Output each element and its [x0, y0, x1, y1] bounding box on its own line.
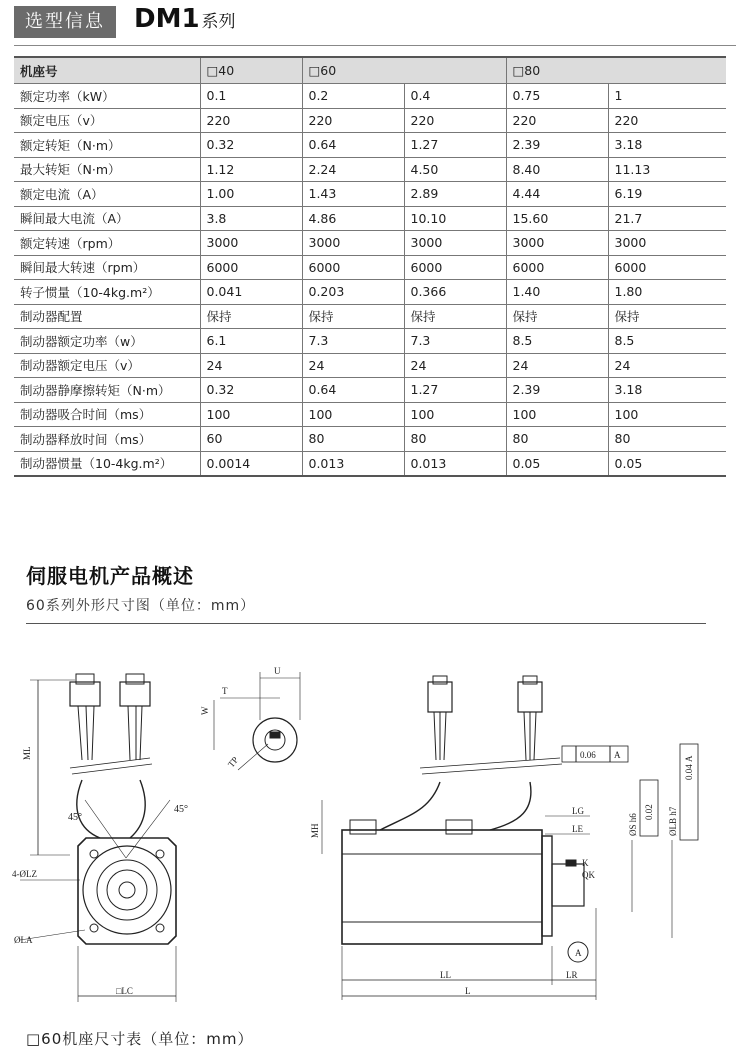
table-cell: 0.041 [200, 280, 302, 305]
label-u: U [274, 666, 281, 676]
table-cell: 60 [200, 427, 302, 452]
table-cell: 3.18 [608, 133, 726, 158]
table-cell: 21.7 [608, 206, 726, 231]
label-qk: QK [582, 870, 595, 880]
table-cell: 0.1 [200, 84, 302, 109]
table-row [14, 378, 726, 403]
table-cell: 6000 [506, 255, 608, 280]
table-cell: 3000 [506, 231, 608, 256]
label-ml: ML [22, 746, 32, 760]
series-suffix: 系列 [201, 12, 236, 32]
row-label: 制动器额定电压（v） [14, 353, 200, 378]
table-cell: 6000 [608, 255, 726, 280]
table-row [14, 182, 726, 207]
table-cell: 6000 [200, 255, 302, 280]
footer-caption: □60机座尺寸表（单位：mm） [26, 1030, 254, 1048]
table-cell: 0.2 [302, 84, 404, 109]
label-tol-2: 0.02 [644, 804, 654, 820]
table-cell: 0.366 [404, 280, 506, 305]
table-cell: 6000 [302, 255, 404, 280]
table-row [14, 231, 726, 256]
table-cell: 2.24 [302, 157, 404, 182]
row-label: 制动器释放时间（ms） [14, 427, 200, 452]
table-cell: 2.39 [506, 133, 608, 158]
front-view [12, 674, 188, 1002]
row-label: 额定电流（A） [14, 182, 200, 207]
row-label: 瞬间最大电流（A） [14, 206, 200, 231]
table-cell: 100 [608, 402, 726, 427]
section-subtitle: 60系列外形尺寸图（单位：mm） [26, 598, 256, 614]
row-label: 制动器吸合时间（ms） [14, 402, 200, 427]
label-lr: LR [566, 970, 578, 980]
table-cell: 8.40 [506, 157, 608, 182]
table-cell: 220 [200, 108, 302, 133]
label-tp: TP [225, 754, 241, 770]
label-lb: ØLB h7 [668, 806, 678, 836]
table-cell: 6.19 [608, 182, 726, 207]
table-cell: 4.50 [404, 157, 506, 182]
label-lg: LG [572, 806, 584, 816]
table-row [14, 329, 726, 354]
table-row [14, 451, 726, 476]
header-cell [404, 57, 506, 84]
table-cell: 80 [608, 427, 726, 452]
table-cell: 保持 [506, 304, 608, 329]
row-label: 额定转矩（N·m） [14, 133, 200, 158]
table-row [14, 84, 726, 109]
table-cell: 220 [404, 108, 506, 133]
table-cell: 24 [608, 353, 726, 378]
row-label: 制动器惯量（10-4kg.m²） [14, 451, 200, 476]
table-cell: 8.5 [608, 329, 726, 354]
table-cell: 0.05 [506, 451, 608, 476]
table-cell: 6000 [404, 255, 506, 280]
table-cell: 4.44 [506, 182, 608, 207]
table-cell: 0.0014 [200, 451, 302, 476]
table-cell: 3000 [404, 231, 506, 256]
table-cell: 1.80 [608, 280, 726, 305]
label-la: ØLA [14, 935, 33, 945]
table-row [14, 133, 726, 158]
table-cell: 24 [200, 353, 302, 378]
dimension-drawing [0, 640, 750, 1025]
table-cell: 0.4 [404, 84, 506, 109]
table-cell: 0.32 [200, 378, 302, 403]
table-cell: 0.64 [302, 133, 404, 158]
table-cell: 3000 [200, 231, 302, 256]
table-row [14, 427, 726, 452]
table-cell: 0.05 [608, 451, 726, 476]
table-cell: 6.1 [200, 329, 302, 354]
table-cell: 24 [506, 353, 608, 378]
table-cell: 100 [404, 402, 506, 427]
table-cell: 80 [302, 427, 404, 452]
header-cell: □60 [302, 57, 404, 84]
table-header-row [14, 57, 726, 84]
table-cell: 220 [302, 108, 404, 133]
label-k: K [582, 858, 589, 868]
table-cell: 2.39 [506, 378, 608, 403]
row-label: 制动器配置 [14, 304, 200, 329]
table-cell: 10.10 [404, 206, 506, 231]
table-cell: 80 [506, 427, 608, 452]
label-mh: MH [310, 823, 320, 838]
table-cell: 24 [302, 353, 404, 378]
table-row [14, 255, 726, 280]
table-cell: 保持 [200, 304, 302, 329]
series-name: DM1 [134, 4, 200, 34]
table-cell: 0.013 [302, 451, 404, 476]
table-cell: 0.32 [200, 133, 302, 158]
table-cell: 1.00 [200, 182, 302, 207]
table-cell: 1.27 [404, 133, 506, 158]
section-tag: 选型信息 [14, 6, 116, 38]
header-cell: □80 [506, 57, 608, 84]
table-cell: 220 [506, 108, 608, 133]
label-tol-1: 0.06 [580, 750, 596, 760]
label-ll: LL [440, 970, 451, 980]
label-angle-2: 45° [174, 804, 188, 815]
label-angle-1: 45° [68, 812, 82, 823]
table-cell: 100 [506, 402, 608, 427]
series-title [134, 4, 236, 34]
table-cell: 220 [608, 108, 726, 133]
table-cell: 1.40 [506, 280, 608, 305]
label-lc: □LC [116, 986, 133, 996]
label-w: W [200, 706, 210, 715]
label-s: ØS h6 [628, 813, 638, 836]
label-tol-3: 0.04 [684, 764, 694, 780]
table-row [14, 157, 726, 182]
header-divider [14, 45, 736, 46]
table-cell: 7.3 [404, 329, 506, 354]
row-label: 额定功率（kW） [14, 84, 200, 109]
table-cell: 100 [200, 402, 302, 427]
row-label: 转子惯量（10-4kg.m²） [14, 280, 200, 305]
table-row [14, 280, 726, 305]
table-row [14, 108, 726, 133]
table-cell: 0.203 [302, 280, 404, 305]
table-cell: 8.5 [506, 329, 608, 354]
table-cell: 4.86 [302, 206, 404, 231]
label-datum-2: A [684, 755, 694, 762]
table-cell: 3.18 [608, 378, 726, 403]
spec-table [14, 56, 726, 477]
table-cell: 3.8 [200, 206, 302, 231]
table-cell: 80 [404, 427, 506, 452]
row-label: 瞬间最大转速（rpm） [14, 255, 200, 280]
table-cell: 0.013 [404, 451, 506, 476]
row-label: 制动器额定功率（w） [14, 329, 200, 354]
label-lz: 4-ØLZ [12, 869, 37, 879]
label-t: T [222, 686, 228, 696]
table-cell: 100 [302, 402, 404, 427]
row-label: 额定转速（rpm） [14, 231, 200, 256]
table-cell: 0.64 [302, 378, 404, 403]
table-row [14, 402, 726, 427]
table-cell: 7.3 [302, 329, 404, 354]
header-cell: 机座号 [14, 57, 200, 84]
label-datum-3: A [575, 948, 582, 958]
table-cell: 3000 [302, 231, 404, 256]
table-cell: 保持 [404, 304, 506, 329]
row-label: 最大转矩（N·m） [14, 157, 200, 182]
table-cell: 24 [404, 353, 506, 378]
table-cell: 3000 [608, 231, 726, 256]
table-cell: 11.13 [608, 157, 726, 182]
table-cell: 保持 [608, 304, 726, 329]
table-cell: 2.89 [404, 182, 506, 207]
table-cell: 保持 [302, 304, 404, 329]
section-header [14, 6, 736, 40]
table-cell: 15.60 [506, 206, 608, 231]
table-cell: 0.75 [506, 84, 608, 109]
label-le: LE [572, 824, 583, 834]
row-label: 制动器静摩擦转矩（N·m） [14, 378, 200, 403]
header-cell [608, 57, 726, 84]
section-divider [26, 623, 706, 624]
table-row [14, 304, 726, 329]
table-row [14, 353, 726, 378]
header-cell: □40 [200, 57, 302, 84]
table-cell: 1 [608, 84, 726, 109]
table-cell: 1.12 [200, 157, 302, 182]
label-l: L [465, 986, 471, 996]
table-row [14, 206, 726, 231]
table-cell: 1.27 [404, 378, 506, 403]
shaft-detail [200, 666, 300, 770]
section-title: 伺服电机产品概述 [26, 564, 194, 588]
table-cell: 1.43 [302, 182, 404, 207]
side-view [310, 676, 698, 1000]
row-label: 额定电压（v） [14, 108, 200, 133]
label-datum-1: A [614, 750, 621, 760]
